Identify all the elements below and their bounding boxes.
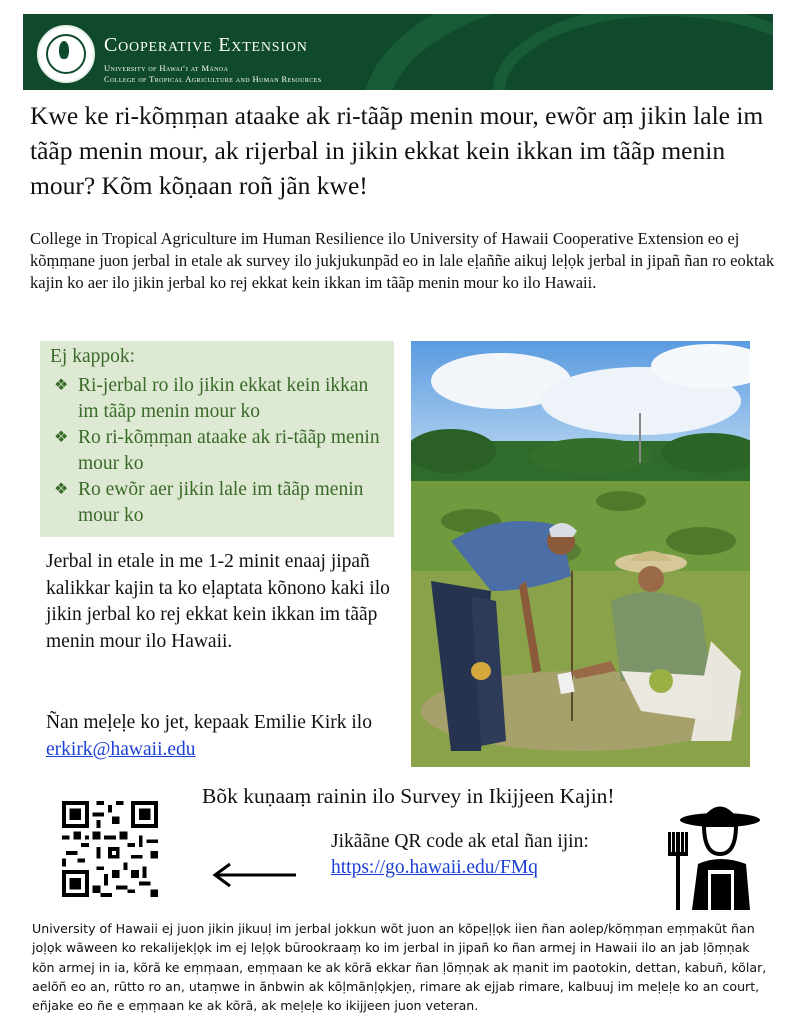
- survey-info: Jerbal in etale in me 1-2 minit enaaj jipañ kalikkar kajin ta ko eḷaptata kõnono kaki ilo jikin jerbal ko rej ekkat kein ikkan im tããp menin mour ilo Hawaii.: [46, 551, 390, 652]
- eligibility-item: ❖ Ro ewõr aer jikin lale im tããp menin mour ko: [54, 479, 364, 526]
- intro-paragraph: College in Tropical Agriculture im Human Resilience ilo University of Hawaii Cooperative Extension eo ej kõṃṃane juon jerbal in etale ak survey ilo jukjukunpãd eo in lale eḷaññe aikuj leḷọk jerbal in jipañ ñan ro eoktak kajin ko aer ilo jikin jerbal ko rej ekkat kein ikkan im tããp menin mour ko ilo Hawaii.: [30, 229, 775, 292]
- eligibility-item: ❖ Ri-jerbal ro ilo jikin ekkat kein ikkan im tããp menin mour ko: [54, 375, 369, 422]
- scan-text: Jikããne QR code ak etal ñan ijin:: [331, 831, 589, 852]
- arrow-left-icon: [210, 860, 300, 890]
- qr-code-icon[interactable]: [62, 801, 158, 897]
- diamond-bullet-icon: ❖: [54, 377, 69, 394]
- eligibility-list: [54, 373, 384, 529]
- page-headline: Kwe ke ri-kõṃṃan ataake ak ri-tããp menin mour, ewõr aṃ jikin lale im tããp menin mour, ak rijerbal in jikin ekkat kein ikkan im tããp menin mour? Kõm kõṇaan roñ jãn kwe!: [30, 101, 764, 200]
- contact-info: [46, 710, 391, 763]
- banner-university: University of Hawai‘i at Mānoa: [104, 63, 229, 73]
- eligibility-box: [40, 341, 394, 537]
- diamond-bullet-icon: ❖: [54, 429, 69, 446]
- university-seal-logo: [37, 25, 95, 83]
- diamond-bullet-icon: ❖: [54, 481, 69, 498]
- contact-email-link[interactable]: erkirk@hawaii.edu: [46, 738, 196, 760]
- survey-link[interactable]: https://go.hawaii.edu/FMq: [331, 857, 538, 878]
- farmer-icon: [662, 792, 762, 912]
- banner-college: College of Tropical Agriculture and Human Resources: [104, 74, 322, 84]
- eligibility-title: Ej kappok:: [50, 346, 136, 367]
- survey-call-to-action: Bõk kuṇaaṃ rainin ilo Survey in Ikijjeen Kajin!: [202, 784, 615, 808]
- nondiscrimination-statement: University of Hawaii ej juon jikin jikuuḷ im jerbal jokkun wõt juon an kõpeḷḷọk iien ñan aolep/kõṃṃan eṃṃakũt ñan joḷọk wãween ko rekalijekḷọk im ej leḷọk būrookraaṃ ko im jerbal in jipañ ko ñan armej in Hawaii ilo an jab ḷõṃṇak kõn armej in ia, kõrã ke eṃṃaan, eṃṃaan ke ak kõrã ekkar ñan ḷõṃṇak ak ṃanit im paotokin, dettan, kabuñ, kõlar, aelõñ eo an, rũtto ro an, utaṃwe in ãnbwin ak kõḷmãnḷọkjeṇ, rimare ak ejjab rimare, kalbuuj im meḷeḷe ko an court, eñjake eo ñe e eṃṃaan ke ak kõrã, ak meḷeḷe ko ikijjeen juon veteran.: [32, 921, 767, 1014]
- contact-text: Ñan meḷeḷe ko jet, kepaak Emilie Kirk ilo: [46, 712, 372, 733]
- eligibility-item: ❖ Ro ri-kõṃṃan ataake ak ri-tããp menin mour ko: [54, 427, 380, 474]
- scan-instructions: [331, 829, 621, 881]
- banner-title: Cooperative Extension: [104, 34, 308, 56]
- farmers-photo: [411, 341, 750, 767]
- header-banner: [23, 14, 773, 90]
